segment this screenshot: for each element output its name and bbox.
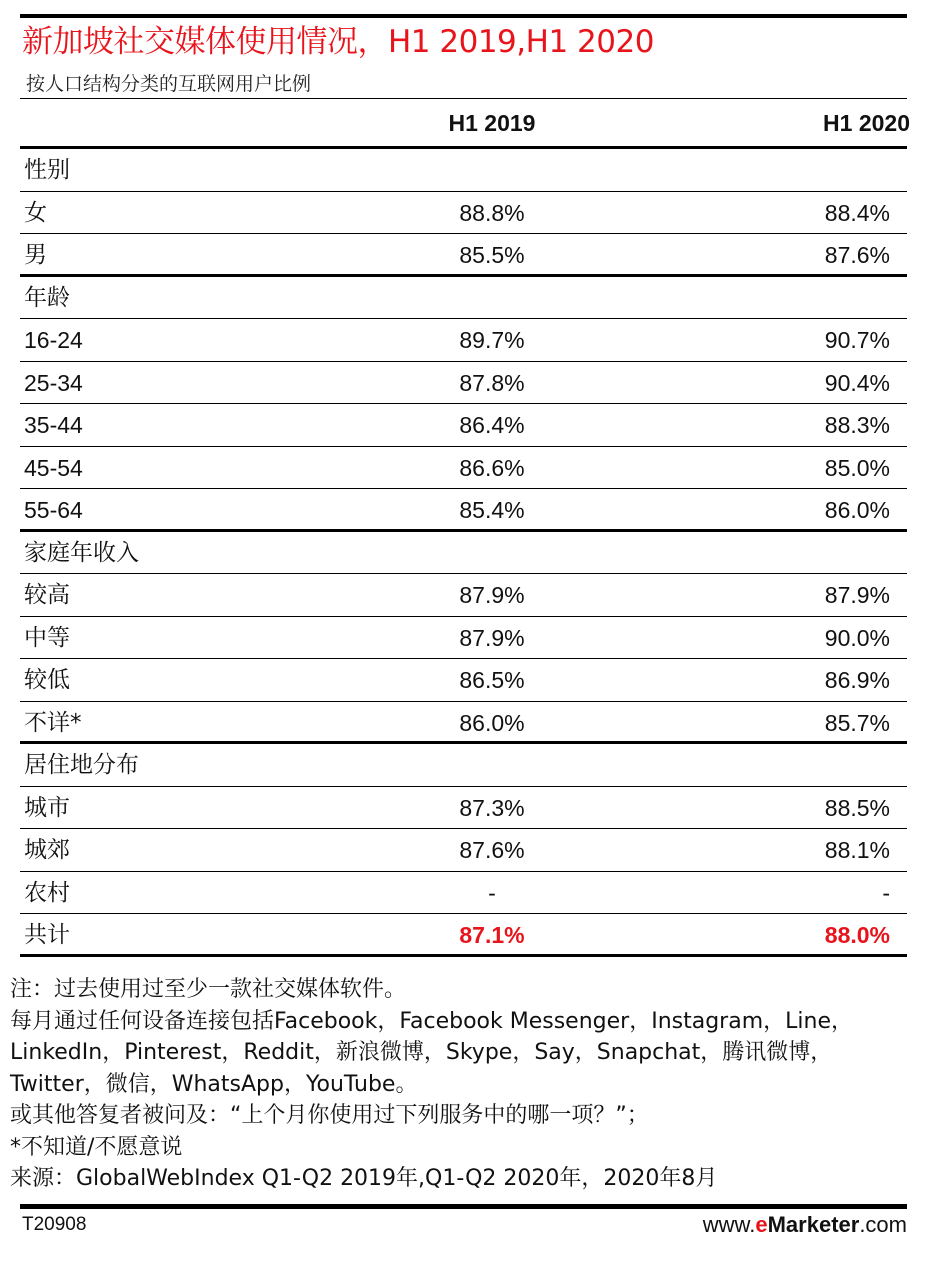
chart-code: T20908 bbox=[22, 1214, 87, 1235]
bottom-rule bbox=[20, 1204, 907, 1209]
footnote-line: 注：过去使用过至少一款社交媒体软件。 bbox=[10, 977, 407, 1002]
row-label: 55-64 bbox=[24, 497, 83, 523]
value-2019: 85.4% bbox=[459, 497, 525, 523]
value-2020: 90.4% bbox=[824, 369, 890, 396]
value-2020: 86.0% bbox=[824, 497, 890, 523]
row-label: 农村 bbox=[24, 879, 70, 906]
value-2020: 90.7% bbox=[824, 327, 890, 353]
value-2019: 86.4% bbox=[459, 412, 525, 438]
table-row bbox=[20, 829, 907, 872]
table-row bbox=[20, 787, 907, 830]
row-label: 城郊 bbox=[24, 837, 70, 863]
table-row bbox=[20, 362, 907, 405]
row-label: 男 bbox=[24, 242, 47, 268]
value-2019: 87.9% bbox=[459, 624, 525, 651]
section-header-row bbox=[20, 277, 907, 320]
value-2020: 90.0% bbox=[824, 624, 890, 651]
value-2020: 88.4% bbox=[824, 199, 890, 226]
source-line: 来源：GlobalWebIndex Q1-Q2 2019年,Q1-Q2 2020年，2020年8月 bbox=[10, 1166, 718, 1191]
total-row bbox=[20, 914, 907, 957]
value-2019: - bbox=[488, 879, 496, 906]
column-header-2019: H1 2019 bbox=[448, 110, 536, 136]
brand-name: Marketer bbox=[767, 1212, 860, 1237]
table-row bbox=[20, 659, 907, 702]
value-2019: 87.6% bbox=[459, 837, 525, 863]
footnote-line: LinkedIn，Pinterest，Reddit，新浪微博，Skype，Say，Snapchat，腾讯微博， bbox=[10, 1040, 833, 1065]
section-label: 性别 bbox=[24, 157, 70, 183]
column-header-2020: H1 2020 bbox=[823, 110, 910, 136]
section-label: 居住地分布 bbox=[24, 752, 139, 778]
value-2020: 85.7% bbox=[824, 709, 890, 736]
section-label: 年龄 bbox=[24, 284, 70, 311]
chart-title: 新加坡社交媒体使用情况，H1 2019,H1 2020 bbox=[22, 24, 654, 60]
row-label: 城市 bbox=[24, 794, 70, 821]
table-row bbox=[20, 489, 907, 532]
emarketer-link[interactable] bbox=[703, 1212, 907, 1238]
table-row bbox=[20, 404, 907, 447]
top-rule bbox=[20, 14, 907, 18]
row-label: 25-34 bbox=[24, 369, 83, 396]
value-2020: 88.1% bbox=[824, 837, 890, 863]
table-row bbox=[20, 319, 907, 362]
row-label: 不详* bbox=[24, 709, 82, 736]
value-2020: - bbox=[882, 879, 890, 906]
table-row bbox=[20, 574, 907, 617]
value-2020: 85.0% bbox=[824, 454, 890, 481]
footnote-line: Twitter，微信，WhatsApp，YouTube。 bbox=[10, 1071, 418, 1097]
row-label: 16-24 bbox=[24, 327, 83, 353]
value-2020: 87.9% bbox=[824, 582, 890, 608]
value-2019: 87.3% bbox=[459, 794, 525, 821]
data-table bbox=[20, 149, 907, 957]
row-label: 中等 bbox=[24, 624, 70, 651]
row-label: 较高 bbox=[24, 582, 70, 608]
brand-suffix: .com bbox=[859, 1212, 907, 1237]
value-2019: 86.0% bbox=[459, 709, 525, 736]
table-row bbox=[20, 447, 907, 490]
brand-e: e bbox=[755, 1212, 768, 1237]
value-2019: 88.8% bbox=[459, 199, 525, 226]
footnotes bbox=[10, 974, 930, 1195]
table-row bbox=[20, 872, 907, 915]
table-row bbox=[20, 234, 907, 277]
row-label: 较低 bbox=[24, 667, 70, 693]
table-row bbox=[20, 617, 907, 660]
row-label: 女 bbox=[24, 199, 47, 226]
table-row bbox=[20, 702, 907, 745]
value-2019: 86.5% bbox=[459, 667, 525, 693]
table-row bbox=[20, 192, 907, 235]
value-2019: 86.6% bbox=[459, 454, 525, 481]
value-2020: 88.3% bbox=[824, 412, 890, 438]
row-label: 35-44 bbox=[24, 412, 83, 438]
value-2019: 85.5% bbox=[459, 242, 525, 268]
value-2019: 87.9% bbox=[459, 582, 525, 608]
value-2019: 87.8% bbox=[459, 369, 525, 396]
row-label: 45-54 bbox=[24, 454, 83, 481]
value-2019: 89.7% bbox=[459, 327, 525, 353]
value-2020: 87.6% bbox=[824, 242, 890, 268]
value-2019: 87.1% bbox=[459, 922, 525, 948]
footnote-line: *不知道/不愿意说 bbox=[10, 1134, 183, 1160]
section-header-row bbox=[20, 149, 907, 192]
value-2020: 86.9% bbox=[824, 667, 890, 693]
row-label: 共计 bbox=[24, 922, 70, 948]
footnote-line: 每月通过任何设备连接包括Facebook，Facebook Messenger，Instagram，Line， bbox=[10, 1008, 853, 1034]
footnote-line: 或其他答复者被问及：“上个月你使用过下列服务中的哪一项？”； bbox=[10, 1103, 649, 1128]
brand-prefix: www. bbox=[702, 1212, 756, 1237]
section-header-row bbox=[20, 744, 907, 787]
section-header-row bbox=[20, 532, 907, 575]
value-2020: 88.0% bbox=[824, 922, 890, 948]
header-divider bbox=[20, 98, 907, 99]
section-label: 家庭年收入 bbox=[24, 539, 139, 566]
value-2020: 88.5% bbox=[824, 794, 890, 821]
chart-subtitle: 按人口结构分类的互联网用户比例 bbox=[26, 73, 312, 95]
